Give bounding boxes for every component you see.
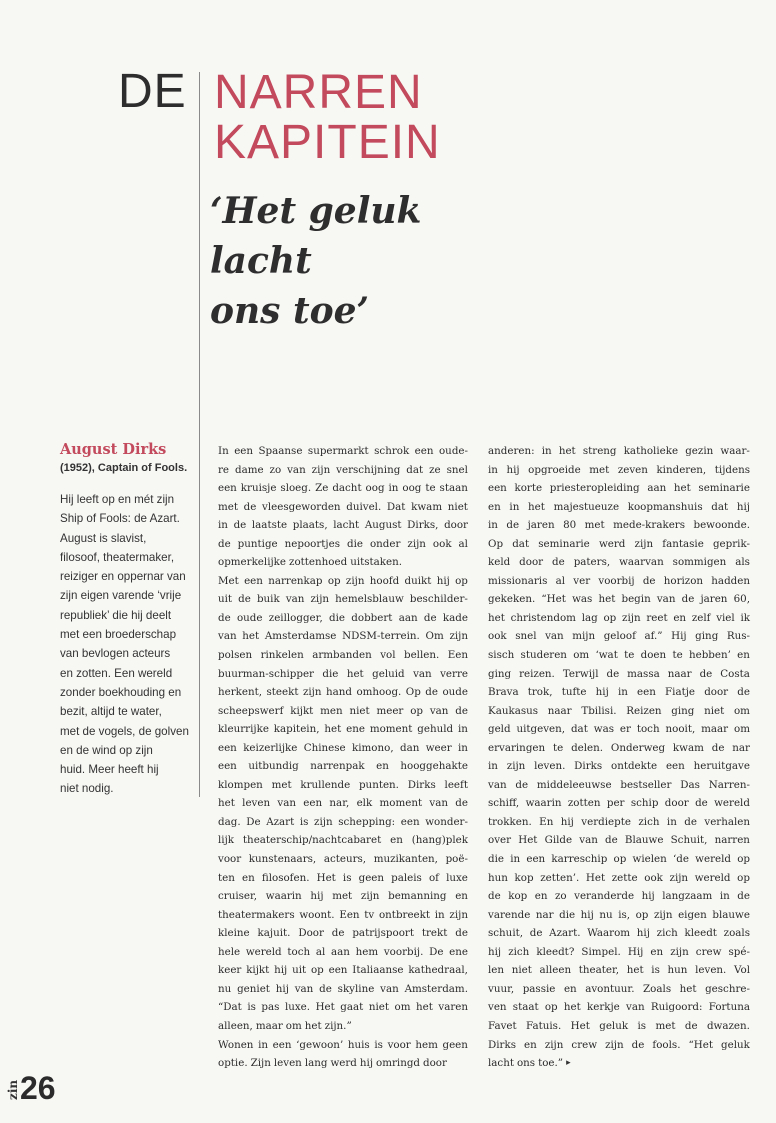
article-line: lacht ons toe.” ▸ xyxy=(488,1054,750,1073)
article-line: ook snel van mijn geloof af.” Hij ging Rus- xyxy=(488,630,750,643)
profile-name: August Dirks xyxy=(60,441,167,458)
pull-quote-line: ons toe’ xyxy=(210,290,370,332)
pull-quote-line: ‘Het geluk xyxy=(210,190,422,232)
bio-line: huid. Meer heeft hij xyxy=(60,763,159,777)
article-line: alleen, maar om het zijn.” xyxy=(218,1019,352,1032)
article-line: trokken. En hij verdiepte zich in de verhalen xyxy=(488,815,750,828)
article-line: de kop en zo veranderde hij langzaam in de xyxy=(488,890,750,903)
article-column-1 xyxy=(218,442,468,1073)
page-number: 26 xyxy=(20,1070,56,1106)
article-line: gekeken. “Het was het begin van de jaren 60, xyxy=(488,593,750,606)
pull-quote xyxy=(210,186,421,336)
article-line: het christendom lag op zijn reet en zelf viel ik xyxy=(488,611,750,624)
article-line: klompen met krullende punten. Dirks leeft xyxy=(218,778,468,791)
article-line: polsen rinkelen armbanden vol bellen. Een xyxy=(218,649,468,662)
bio-line: met een broederschap xyxy=(60,628,177,642)
article-line: buurman-schipper die het geluid van verre xyxy=(218,667,468,680)
bio-line: en de wind op zijn xyxy=(60,743,153,757)
article-line: varende nar die hij nu is, op zijn eigen blauwe xyxy=(488,908,750,921)
article-line: over Het Gilde van de Blauwe Schuit, narren xyxy=(488,834,750,847)
article-line: schuit, de Azart. Waarom hij zich kleedt zoals xyxy=(488,927,750,940)
article-line: keer kijkt hij uit op een Italiaanse kathedraal, xyxy=(218,964,468,977)
article-line: ging reizen. Terwijl de massa naar de Costa xyxy=(488,667,750,680)
article-line: keld door de paters, waarvan sommigen als xyxy=(488,556,750,569)
bio-line: en zotten. Een wereld xyxy=(60,666,173,680)
article-line: herkent, steekt zijn hand omhoog. Op de oude xyxy=(218,686,468,699)
article-line: sisch studeren om ‘wat te doen te hebben’ en xyxy=(488,649,750,662)
article-line: ervaringen te delen. Onderweg kwam de nar xyxy=(488,741,750,754)
page-folio xyxy=(6,1068,86,1108)
article-column-2 xyxy=(488,442,750,1073)
headline-title xyxy=(214,68,441,168)
profile-bio xyxy=(60,490,210,799)
article-line: hun kop zetten’. Het zette ook zijn wereld op xyxy=(488,871,750,884)
article-line: schiff, waarin zotten per schip door de wereld xyxy=(488,797,750,810)
end-mark-icon: ▸ xyxy=(566,1058,571,1069)
article-line: die in een karreschip op wielen ‘de wereld op xyxy=(488,853,750,866)
article-line: geld uitgeven, dat was er toch nooit, maar om xyxy=(488,723,750,736)
bio-line: met de vogels, de golven xyxy=(60,724,189,738)
article-line: dag. De Azart is zijn schepping: een wonder- xyxy=(218,815,468,828)
bio-line: republiek’ die hij deelt xyxy=(60,608,172,622)
article-line: de oude zeillogger, die dobbert aan de kade xyxy=(218,611,468,624)
profile-subtitle: (1952), Captain of Fools. xyxy=(60,462,188,474)
article-line: en in het majestueuze koopmanshuis dat hij xyxy=(488,500,750,513)
article-line: de puntige nepoortjes die onder zijn ook al xyxy=(218,537,468,550)
article-line: missionaris al ver voorbij de horizon hadden xyxy=(488,574,750,587)
article-line: theatermakers woont. Een tv ontbreekt in zijn xyxy=(218,908,468,921)
article-line: een uitbundig narrenpak en hooggehakte xyxy=(218,760,468,773)
article-line: Dirks en zijn crew zijn de fools. “Het geluk xyxy=(488,1038,750,1051)
article-line: van de middeleeuwse bestseller Das Narren- xyxy=(488,778,750,791)
article-line: cruiser, waarin hij met zijn bemanning en xyxy=(218,890,468,903)
profile-sidebar xyxy=(60,440,210,799)
article-line: in de laatste plaats, lacht August Dirks, door xyxy=(218,519,468,532)
article-line: een keizerlijke Chinese kimono, dan weer in xyxy=(218,741,468,754)
article-line: hij zich kleedt? Simpel. Hij en zijn crew spé- xyxy=(488,945,750,958)
article-line: ten en filosofen. Het is geen paleis of luxe xyxy=(218,871,468,884)
article-line: optie. Zijn leven lang werd hij omringd door xyxy=(218,1057,447,1070)
article-line: In een Spaanse supermarkt schrok een oude- xyxy=(218,445,468,457)
article-line: in zijn leven. Dirks ontdekte een heruitgave xyxy=(488,760,750,773)
article-line: Wonen in een ‘gewoon’ huis is voor hem geen xyxy=(218,1038,468,1051)
article-line: Brava trok, tufte hij in een Fiatje door de xyxy=(488,686,750,699)
bio-line: van bevlogen acteurs xyxy=(60,647,171,661)
article-line: van het Amsterdamse NDSM-terrein. Om zijn xyxy=(218,630,468,643)
article-line: Op dat seminarie werd zijn fantasie geprik- xyxy=(488,537,750,550)
bio-line: reiziger en oppernar van xyxy=(60,570,186,584)
headline-title-line: KAPITEIN xyxy=(214,116,441,169)
bio-line: niet nodig. xyxy=(60,782,114,796)
article-line: ven staat op het kerkje van Ruigoord: Fortuna xyxy=(488,1001,750,1014)
article-line: het leven van een nar, elk moment van de xyxy=(218,797,468,810)
article-line: len niet alleen theater, het is hun leven. Vol xyxy=(488,964,750,977)
headline-title-line: NARREN xyxy=(214,66,423,119)
article-line: “Dat is pas luxe. Het gaat niet om het varen xyxy=(218,1001,468,1014)
article-line: met de vleesgeworden duivel. Dat kwam niet xyxy=(218,500,468,513)
pull-quote-line: lacht xyxy=(210,240,312,282)
article-line: in de jaren 80 met mede-krakers bewoonde. xyxy=(488,519,750,532)
article-line: opmerkelijke zottenhoed uitstaken. xyxy=(218,556,403,569)
article-line: een kruisje sloeg. Ze dacht oog in oog te staan xyxy=(218,482,468,495)
bio-line: filosoof, theatermaker, xyxy=(60,550,175,564)
article-line: Kaukasus naar Tbilisi. Reizen ging niet om xyxy=(488,704,750,717)
article-line: lijk theaterschip/nachtcabaret en (hang)plek xyxy=(218,834,468,847)
article-line: Favet Fatuis. Het geluk is met de dwazen. xyxy=(488,1019,750,1032)
article-line: re dame zo van zijn verschijning dat ze snel xyxy=(218,463,468,476)
article-line: kleurrijke kapitein, het ene moment gehuld in xyxy=(218,723,468,736)
bio-line: bezit, altijd te water, xyxy=(60,705,162,719)
bio-line: Ship of Fools: de Azart. xyxy=(60,512,180,526)
article-line: hele wereld toch al aan hem voorbij. De ene xyxy=(218,945,468,958)
article-line: Met een narrenkap op zijn hoofd duikt hij op xyxy=(218,574,468,587)
article-line: kleine kajuit. Door de patrijspoort trekt de xyxy=(218,927,468,940)
article-line: scheepswerf kijkt men niet meer op van de xyxy=(218,704,468,717)
article-line: nu geniet hij van de skyline van Amsterdam. xyxy=(218,982,468,995)
article-line: een korte priesteropleiding aan het seminarie xyxy=(488,482,750,495)
article-line: voor kunstenaars, acteurs, muzikanten, poë- xyxy=(218,853,468,866)
headline-kicker: DE xyxy=(118,65,187,118)
bio-line: zonder boekhouding en xyxy=(60,685,182,699)
article-line: in hij opgroeide met zeven kinderen, tijdens xyxy=(488,463,750,476)
bio-line: August is slavist, xyxy=(60,531,147,545)
bio-line: Hij leeft op en mét zijn xyxy=(60,493,175,506)
article-line: anderen: in het streng katholieke gezin waar- xyxy=(488,445,750,457)
article-line: uit de buik van zijn hemelsblauw beschilder- xyxy=(218,593,468,606)
bio-line: zijn eigen varende ‘vrije xyxy=(60,589,182,603)
article-line: vuur, passie en avontuur. Zoals het geschre- xyxy=(488,982,750,995)
magazine-logo: zin xyxy=(6,1079,20,1100)
